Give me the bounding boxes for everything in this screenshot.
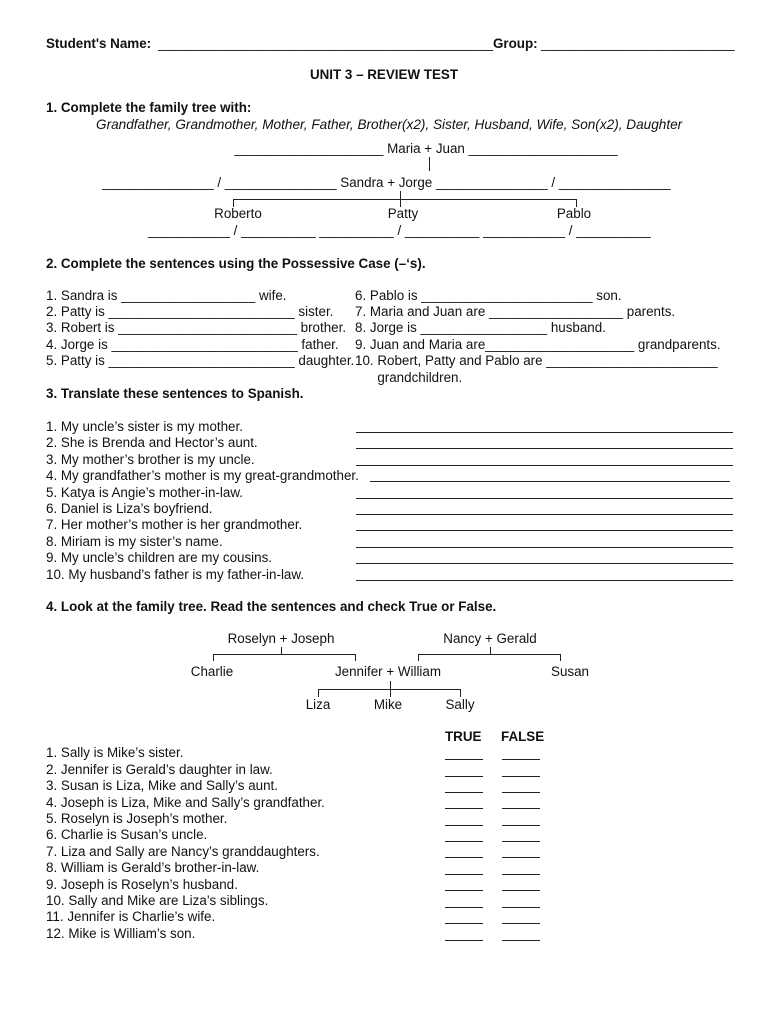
false-blank[interactable] (502, 857, 540, 858)
s3-item: 3. My mother’s brother is my uncle. (46, 452, 255, 467)
tree2-connector (281, 647, 282, 654)
s3-answer-line[interactable] (356, 465, 733, 466)
section2-heading: 2. Complete the sentences using the Possessive Case (–‘s). (46, 256, 426, 271)
tf-item: 11. Jennifer is Charlie’s wife. (46, 909, 216, 924)
s3-answer-line[interactable] (356, 580, 733, 581)
true-column-header: TRUE (445, 729, 482, 744)
true-blank[interactable] (445, 874, 483, 875)
s2-item: 8. Jorge is _________________ husband. (355, 320, 606, 335)
false-blank[interactable] (502, 940, 540, 941)
tree2-sally: Sally (445, 697, 475, 712)
s2-item: 6. Pablo is _______________________ son. (355, 288, 622, 303)
tree1-connector (400, 191, 401, 199)
tree1-child-pablo: Pablo (556, 206, 592, 221)
tf-item: 5. Roselyn is Joseph’s mother. (46, 811, 228, 826)
false-column-header: FALSE (501, 729, 545, 744)
s3-item: 8. Miriam is my sister’s name. (46, 534, 223, 549)
tf-item: 4. Joseph is Liza, Mike and Sally’s grandfather. (46, 795, 325, 810)
s3-item: 5. Katya is Angie’s mother-in-law. (46, 485, 243, 500)
s3-answer-line[interactable] (356, 448, 733, 449)
tree1-row-parents: _______________ / _______________ Sandra + Jorge _______________ / _______________ (102, 175, 671, 190)
tf-item: 8. William is Gerald’s brother-in-law. (46, 860, 260, 875)
tree1-child-roberto: Roberto (214, 206, 262, 221)
tree1-child-patty: Patty (387, 206, 419, 221)
tf-item: 3. Susan is Liza, Mike and Sally’s aunt. (46, 778, 278, 793)
section3-heading: 3. Translate these sentences to Spanish. (46, 386, 304, 401)
false-blank[interactable] (502, 890, 540, 891)
s2-item: 10. Robert, Patty and Pablo are _______________________ (355, 353, 718, 368)
s2-item: 7. Maria and Juan are __________________ parents. (355, 304, 676, 319)
tf-item: 10. Sally and Mike are Liza’s siblings. (46, 893, 269, 908)
group-label: Group: (493, 36, 538, 51)
group-field[interactable]: __________________________ (541, 36, 735, 51)
tree1-row-grandparents: ____________________ Maria + Juan ____________________ (234, 141, 618, 156)
s2-item: 9. Juan and Maria are____________________ grandparents. (355, 337, 721, 352)
s3-answer-line[interactable] (356, 547, 733, 548)
tree2-connector (390, 689, 391, 697)
tree2-connector (213, 654, 356, 655)
tf-item: 9. Joseph is Roselyn’s husband. (46, 877, 238, 892)
true-blank[interactable] (445, 907, 483, 908)
true-blank[interactable] (445, 792, 483, 793)
s3-answer-line[interactable] (356, 514, 733, 515)
tree2-mike: Mike (373, 697, 403, 712)
tree2-susan: Susan (551, 664, 589, 679)
tree2-connector (490, 647, 491, 654)
tree2-connector (418, 654, 419, 661)
tree2-connector (318, 689, 319, 697)
s3-item: 2. She is Brenda and Hector’s aunt. (46, 435, 258, 450)
false-blank[interactable] (502, 759, 540, 760)
true-blank[interactable] (445, 759, 483, 760)
false-blank[interactable] (502, 792, 540, 793)
false-blank[interactable] (502, 923, 540, 924)
student-name-label: Student's Name: (46, 36, 152, 51)
section1-word-bank: Grandfather, Grandmother, Mother, Father, Brother(x2), Sister, Husband, Wife, Son(x2), Daughter (96, 117, 683, 132)
tf-item: 12. Mike is William’s son. (46, 926, 196, 941)
s3-item: 7. Her mother’s mother is her grandmother. (46, 517, 303, 532)
false-blank[interactable] (502, 825, 540, 826)
tf-item: 6. Charlie is Susan’s uncle. (46, 827, 208, 842)
true-blank[interactable] (445, 940, 483, 941)
tree2-couple-jennifer-william: Jennifer + William (334, 664, 442, 679)
tree1-connector (429, 157, 430, 171)
tree1-row-spouses: ___________ / __________ __________ / __________ ___________ / __________ (148, 223, 651, 238)
student-name-field[interactable]: _____________________________________________ (158, 36, 494, 51)
tree2-connector (213, 654, 214, 661)
false-blank[interactable] (502, 808, 540, 809)
s2-item: 2. Patty is _________________________ sister. (46, 304, 334, 319)
page-title: UNIT 3 – REVIEW TEST (309, 67, 459, 82)
s2-item: 3. Robert is ________________________ brother. (46, 320, 347, 335)
true-blank[interactable] (445, 890, 483, 891)
tree2-couple-roselyn-joseph: Roselyn + Joseph (227, 631, 335, 646)
s3-answer-line[interactable] (356, 432, 733, 433)
s3-answer-line[interactable] (356, 498, 733, 499)
tf-item: 7. Liza and Sally are Nancy’s granddaughters. (46, 844, 320, 859)
tree1-connector (233, 199, 576, 200)
false-blank[interactable] (502, 907, 540, 908)
false-blank[interactable] (502, 841, 540, 842)
tree2-couple-nancy-gerald: Nancy + Gerald (443, 631, 537, 646)
s3-answer-line[interactable] (356, 563, 733, 564)
s3-item: 1. My uncle’s sister is my mother. (46, 419, 243, 434)
false-blank[interactable] (502, 874, 540, 875)
tree2-connector (418, 654, 561, 655)
false-blank[interactable] (502, 776, 540, 777)
tf-item: 1. Sally is Mike’s sister. (46, 745, 184, 760)
true-blank[interactable] (445, 857, 483, 858)
s3-answer-line[interactable] (370, 481, 730, 482)
true-blank[interactable] (445, 776, 483, 777)
tree2-connector (355, 654, 356, 661)
s3-item: 9. My uncle’s children are my cousins. (46, 550, 272, 565)
tf-item: 2. Jennifer is Gerald’s daughter in law. (46, 762, 273, 777)
s2-item: 1. Sandra is __________________ wife. (46, 288, 287, 303)
s3-answer-line[interactable] (356, 530, 733, 531)
section1-heading: 1. Complete the family tree with: (46, 100, 252, 115)
tree2-liza: Liza (305, 697, 331, 712)
tree2-charlie: Charlie (190, 664, 234, 679)
tree2-connector (560, 654, 561, 661)
true-blank[interactable] (445, 841, 483, 842)
s3-item: 6. Daniel is Liza’s boyfriend. (46, 501, 213, 516)
s2-item: 5. Patty is _________________________ daughter. (46, 353, 355, 368)
true-blank[interactable] (445, 825, 483, 826)
tree2-connector (460, 689, 461, 697)
s2-item: 4. Jorge is _________________________ father. (46, 337, 339, 352)
true-blank[interactable] (445, 923, 483, 924)
tree2-connector (390, 681, 391, 689)
s3-item: 4. My grandfather’s mother is my great-grandmother. (46, 468, 359, 483)
s3-item: 10. My husband’s father is my father-in-law. (46, 567, 305, 582)
s2-item-continued: grandchildren. (355, 370, 463, 385)
section4-heading: 4. Look at the family tree. Read the sentences and check True or False. (46, 599, 497, 614)
true-blank[interactable] (445, 808, 483, 809)
